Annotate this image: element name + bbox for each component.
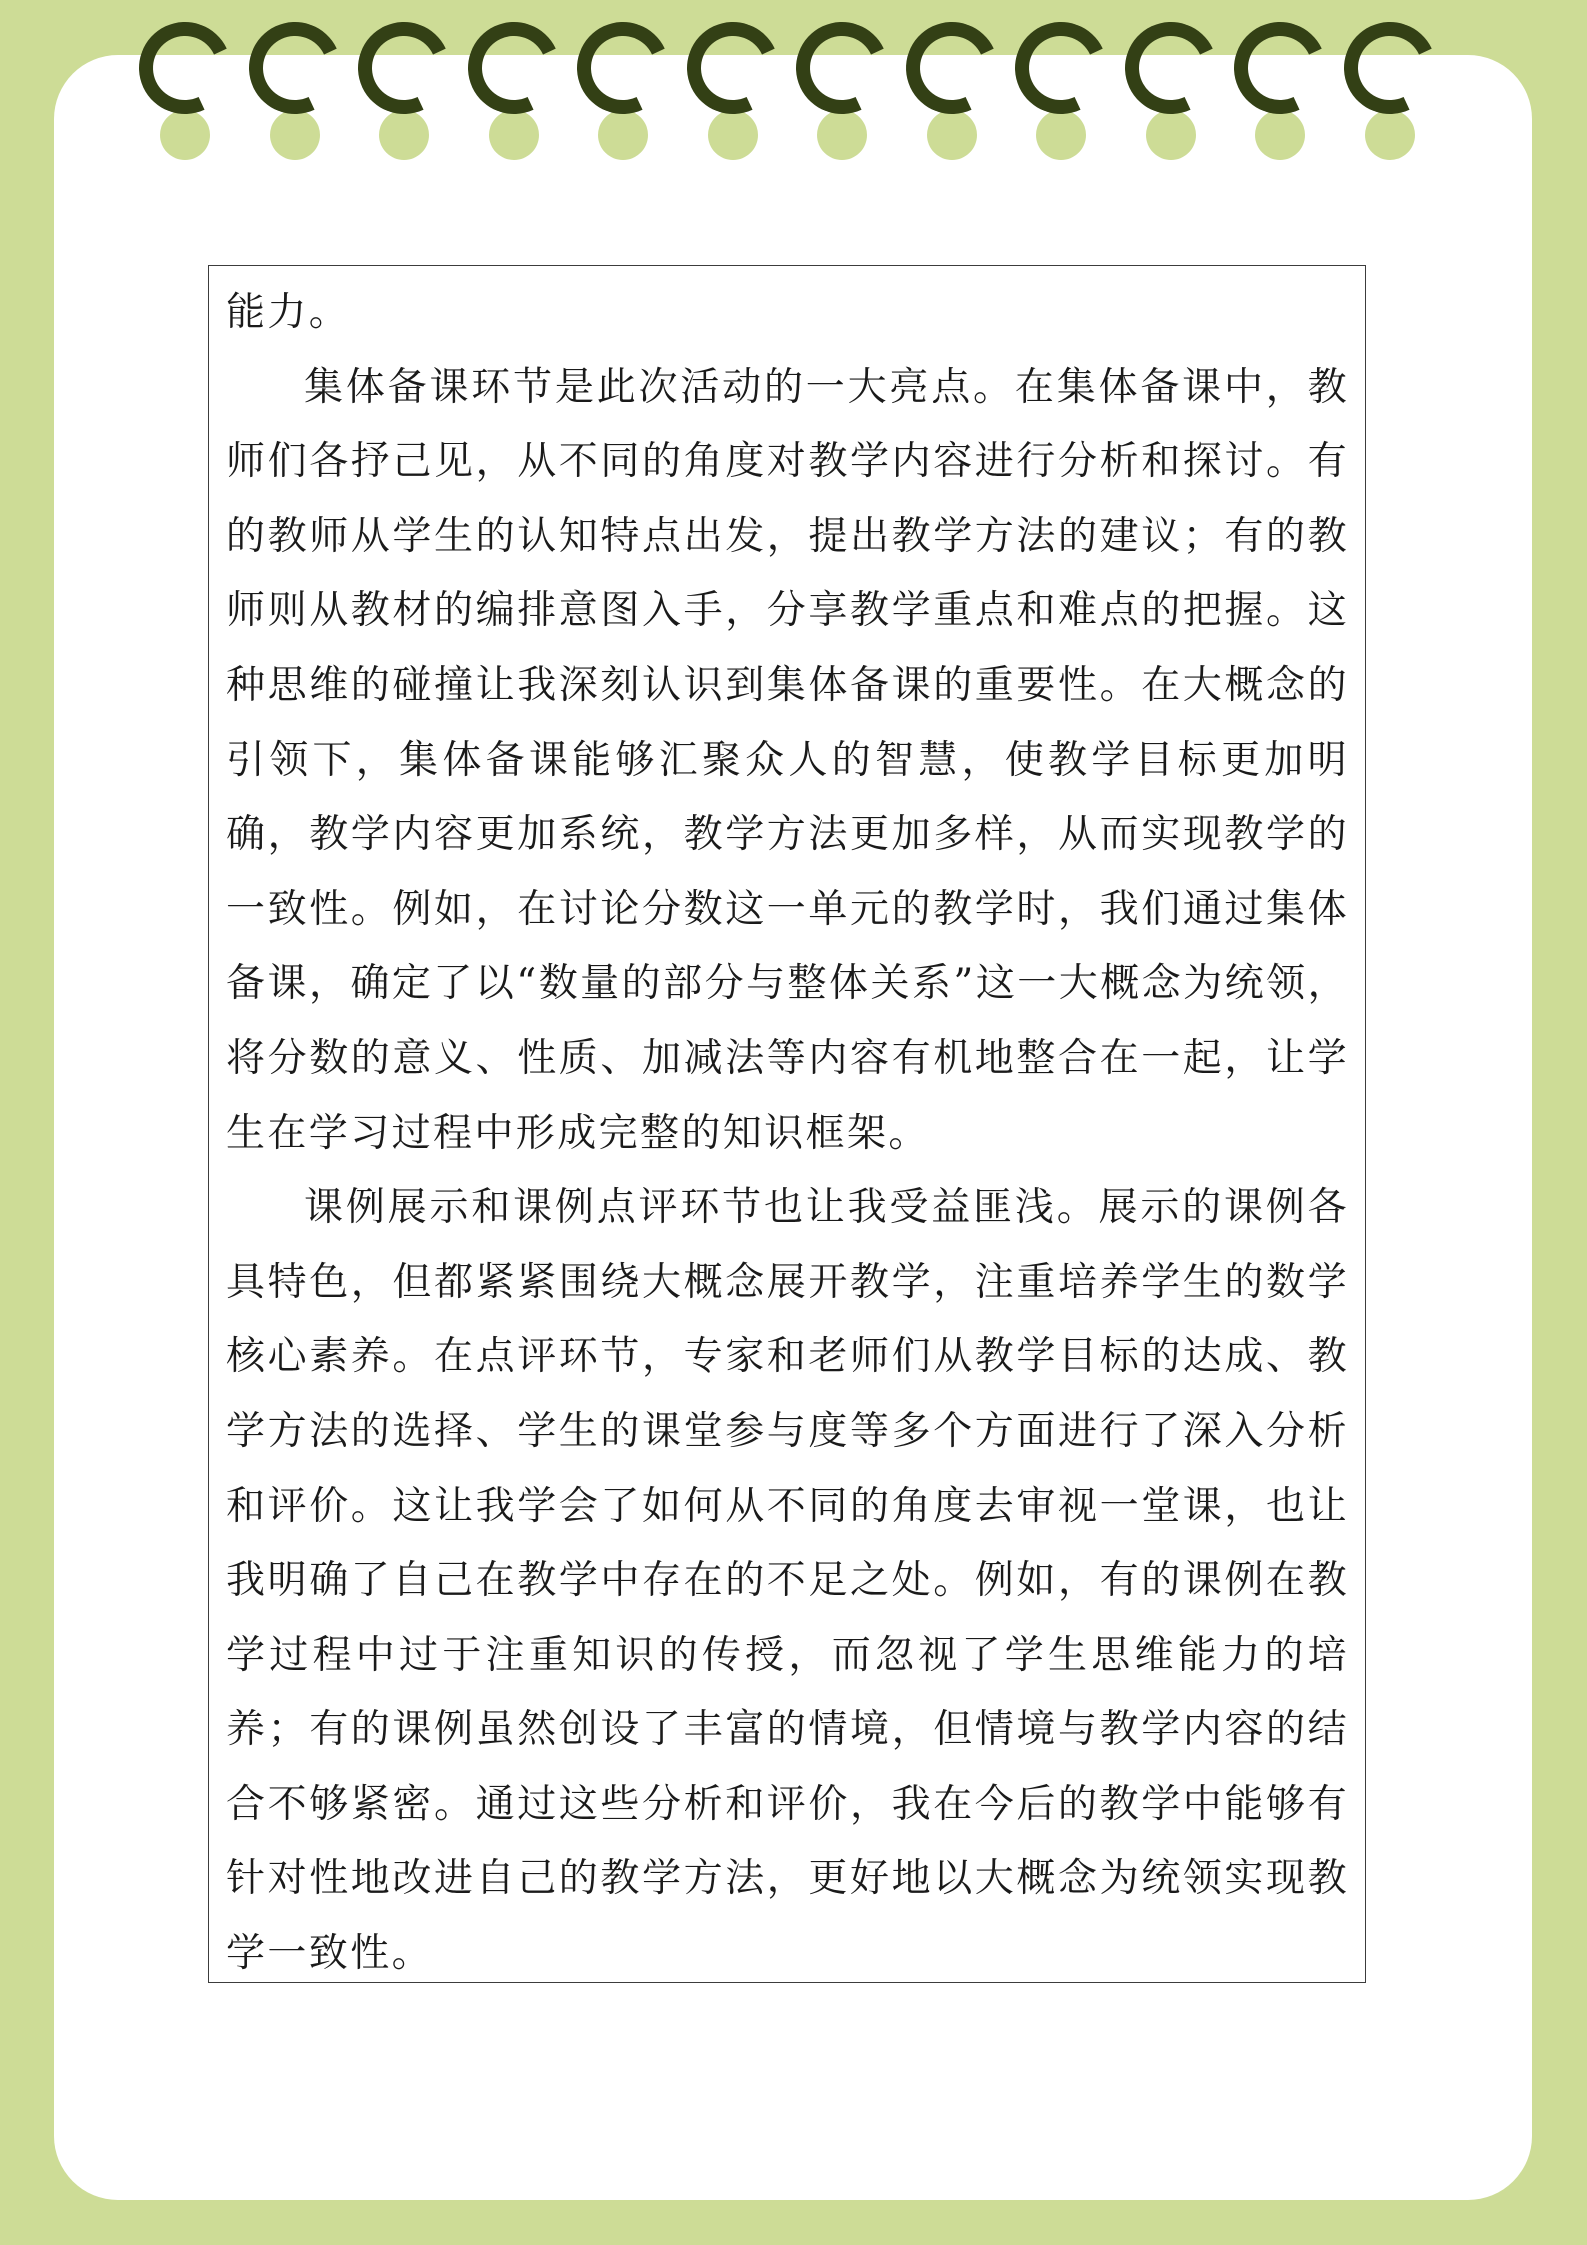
- binding-hole: [708, 110, 758, 160]
- paragraph-1: 能力。: [226, 290, 351, 335]
- text-frame: [208, 265, 1366, 1983]
- binding-hole: [1146, 110, 1196, 160]
- binding-hole: [817, 110, 867, 160]
- paragraph-3: 课例展示和课例点评环节也让我受益匪浅。展示的课例各具特色，但都紧紧围绕大概念展开教学，注重培养学生的数学核心素养。在点评环节，专家和老师们从教学目标的达成、教学方法的选择、学生的课堂参与度等多个方面进行了深入分析和评价。这让我学会了如何从不同的角度去审视一堂课，也让我明确了自己在教学中存在的不足之处。例如，有的课例在教学过程中过于注重知识的传授，而忽视了学生思维能力的培养；有的课例虽然创设了丰富的情境，但情境与教学内容的结合不够紧密。通过这些分析和评价，我在今后的教学中能够有针对性地改进自己的教学方法，更好地以大概念为统领实现教学一致性。: [226, 1185, 1349, 1977]
- binding-hole: [270, 110, 320, 160]
- binding-hole: [598, 110, 648, 160]
- binding-hole: [489, 110, 539, 160]
- binding-hole: [1036, 110, 1086, 160]
- binding-hole: [1365, 110, 1415, 160]
- binding-hole: [1255, 110, 1305, 160]
- paragraph-2: 集体备课环节是此次活动的一大亮点。在集体备课中，教师们各抒己见，从不同的角度对教学内容进行分析和探讨。有的教师从学生的认知特点出发，提出教学方法的建议；有的教师则从教材的编排意图入手，分享教学重点和难点的把握。这种思维的碰撞让我深刻认识到集体备课的重要性。在大概念的引领下，集体备课能够汇聚众人的智慧，使教学目标更加明确，教学内容更加系统，教学方法更加多样，从而实现教学的一致性。例如，在讨论分数这一单元的教学时，我们通过集体备课，确定了以“数量的部分与整体关系”这一大概念为统领，将分数的意义、性质、加减法等内容有机地整合在一起，让学生在学习过程中形成完整的知识框架。: [226, 364, 1349, 1156]
- binding-hole: [927, 110, 977, 160]
- binding-hole: [160, 110, 210, 160]
- binding-hole: [379, 110, 429, 160]
